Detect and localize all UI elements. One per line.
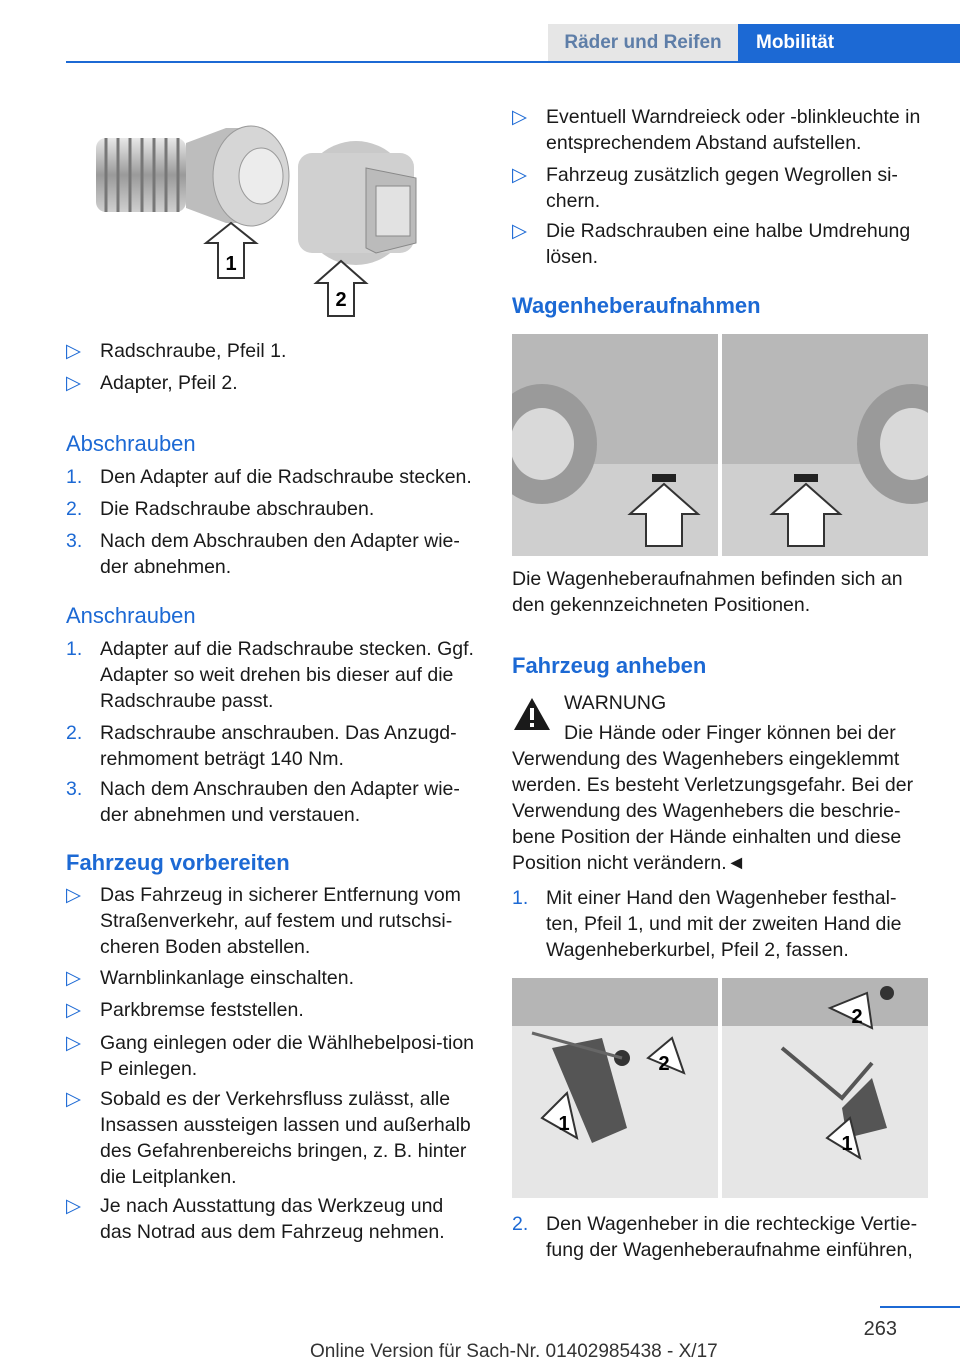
step-item: 2. Radschraube anschrauben. Das Anzugd-rehmoment beträgt 140 Nm. [66,722,457,770]
page-number: 263 [863,1318,897,1340]
jack-usage-figure [512,978,928,1198]
triangle-bullet-icon: ▷ [512,164,527,186]
step-item: 3. Nach dem Anschrauben den Adapter wie-der abnehmen und verstauen. [66,778,460,826]
step-item: 1. Den Adapter auf die Radschraube stecken. [66,466,472,488]
triangle-bullet-icon: ▷ [66,340,81,362]
list-item: ▷ Adapter, Pfeil 2. [66,372,238,394]
section-title-abschrauben: Abschrauben [66,431,196,456]
step-item: 1. Mit einer Hand den Wagenheber festhal-ten, Pfeil 1, und mit der zweiten Hand die Wagenheberkurbel, Pfeil 2, fassen. [512,887,902,961]
step-item: 3. Nach dem Abschrauben den Adapter wie-der abnehmen. [66,530,460,578]
warning-text: Verwendung des Wagenhebers eingeklemmt werden. Es besteht Verletzungsgefahr. Bei der Verwendung des Wagenhebers die beschrie-bene Position der Hände einhalten und diese Position nicht verändern.◄ [512,748,914,874]
list-item: ▷ Parkbremse feststellen. [66,999,304,1021]
step-item: 2. Die Radschraube abschrauben. [66,498,375,520]
step-item: 1. Adapter auf die Radschraube stecken. Ggf. Adapter so weit drehen bis dieser auf die Radschraube passt. [66,638,474,712]
bolt-adapter-illustration [66,98,476,320]
list-item: ▷ Sobald es der Verkehrsfluss zulässt, alle Insassen aussteigen lassen und außerhalb des Gefahrenbereichs bringen, z. B. hinter die Leitplanken. [66,1088,471,1188]
section-title-wagenheber: Wagenheberaufnahmen [512,293,761,318]
triangle-bullet-icon: ▷ [66,1195,81,1217]
warning-triangle-icon [512,696,552,732]
header-rule [66,61,960,63]
triangle-bullet-icon: ▷ [66,1032,81,1054]
list-item: ▷ Je nach Ausstattung das Werkzeug und das Notrad aus dem Fahrzeug nehmen. [66,1195,445,1243]
header-tabs [548,24,960,62]
triangle-bullet-icon: ▷ [66,884,81,906]
triangle-bullet-icon: ▷ [512,106,527,128]
step-item: 2. Den Wagenheber in die rechteckige Vertie-fung der Wagenheberaufnahme einführen, [512,1213,918,1261]
list-item: ▷ Radschraube, Pfeil 1. [66,340,287,362]
tab-section[interactable]: Räder und Reifen [548,24,738,62]
warning-text-first: Die Hände oder Finger können bei der [564,722,896,744]
section-title-anschrauben: Anschrauben [66,603,196,628]
jack-usage-illustration [512,978,928,1198]
tab-active[interactable]: Mobilität [738,24,960,62]
bolt-label-2: 2 [335,289,347,311]
list-item: ▷ Die Radschrauben eine halbe Umdrehung lösen. [512,220,911,268]
warning-label: WARNUNG [564,692,667,714]
section-title-anheben: Fahrzeug anheben [512,653,707,678]
section-title-vorbereiten: Fahrzeug vorbereiten [66,850,290,875]
triangle-bullet-icon: ▷ [66,1088,81,1110]
jack-label-2a: 2 [658,1053,670,1075]
online-version-text: Online Version für Sach-Nr. 01402985438 - X/17 [310,1341,718,1362]
jack-points-figure [512,334,928,556]
jack-label-2b: 2 [851,1006,863,1028]
triangle-bullet-icon: ▷ [66,372,81,394]
list-item: ▷ Warnblinkanlage einschalten. [66,967,355,989]
triangle-bullet-icon: ▷ [512,220,527,242]
jack-points-illustration [512,334,928,556]
list-item: ▷ Gang einlegen oder die Wählhebelposi-tion P einlegen. [66,1032,475,1080]
triangle-bullet-icon: ▷ [66,967,81,989]
list-item: ▷ Das Fahrzeug in sicherer Entfernung vom Straßenverkehr, auf festem und rutschsi-cheren Boden abstellen. [66,884,461,958]
footer-rule [880,1306,960,1308]
triangle-bullet-icon: ▷ [66,999,81,1021]
wagenheber-text: Die Wagenheberaufnahmen befinden sich an den gekennzeichneten Positionen. [512,568,903,616]
jack-label-1b: 1 [841,1133,853,1155]
bolt-adapter-figure [66,98,476,320]
list-item: ▷ Eventuell Warndreieck oder -blinkleuchte in entsprechendem Abstand aufstellen. [512,106,921,154]
jack-label-1a: 1 [558,1113,570,1135]
bolt-label-1: 1 [225,253,237,275]
list-item: ▷ Fahrzeug zusätzlich gegen Wegrollen si-chern. [512,164,898,212]
